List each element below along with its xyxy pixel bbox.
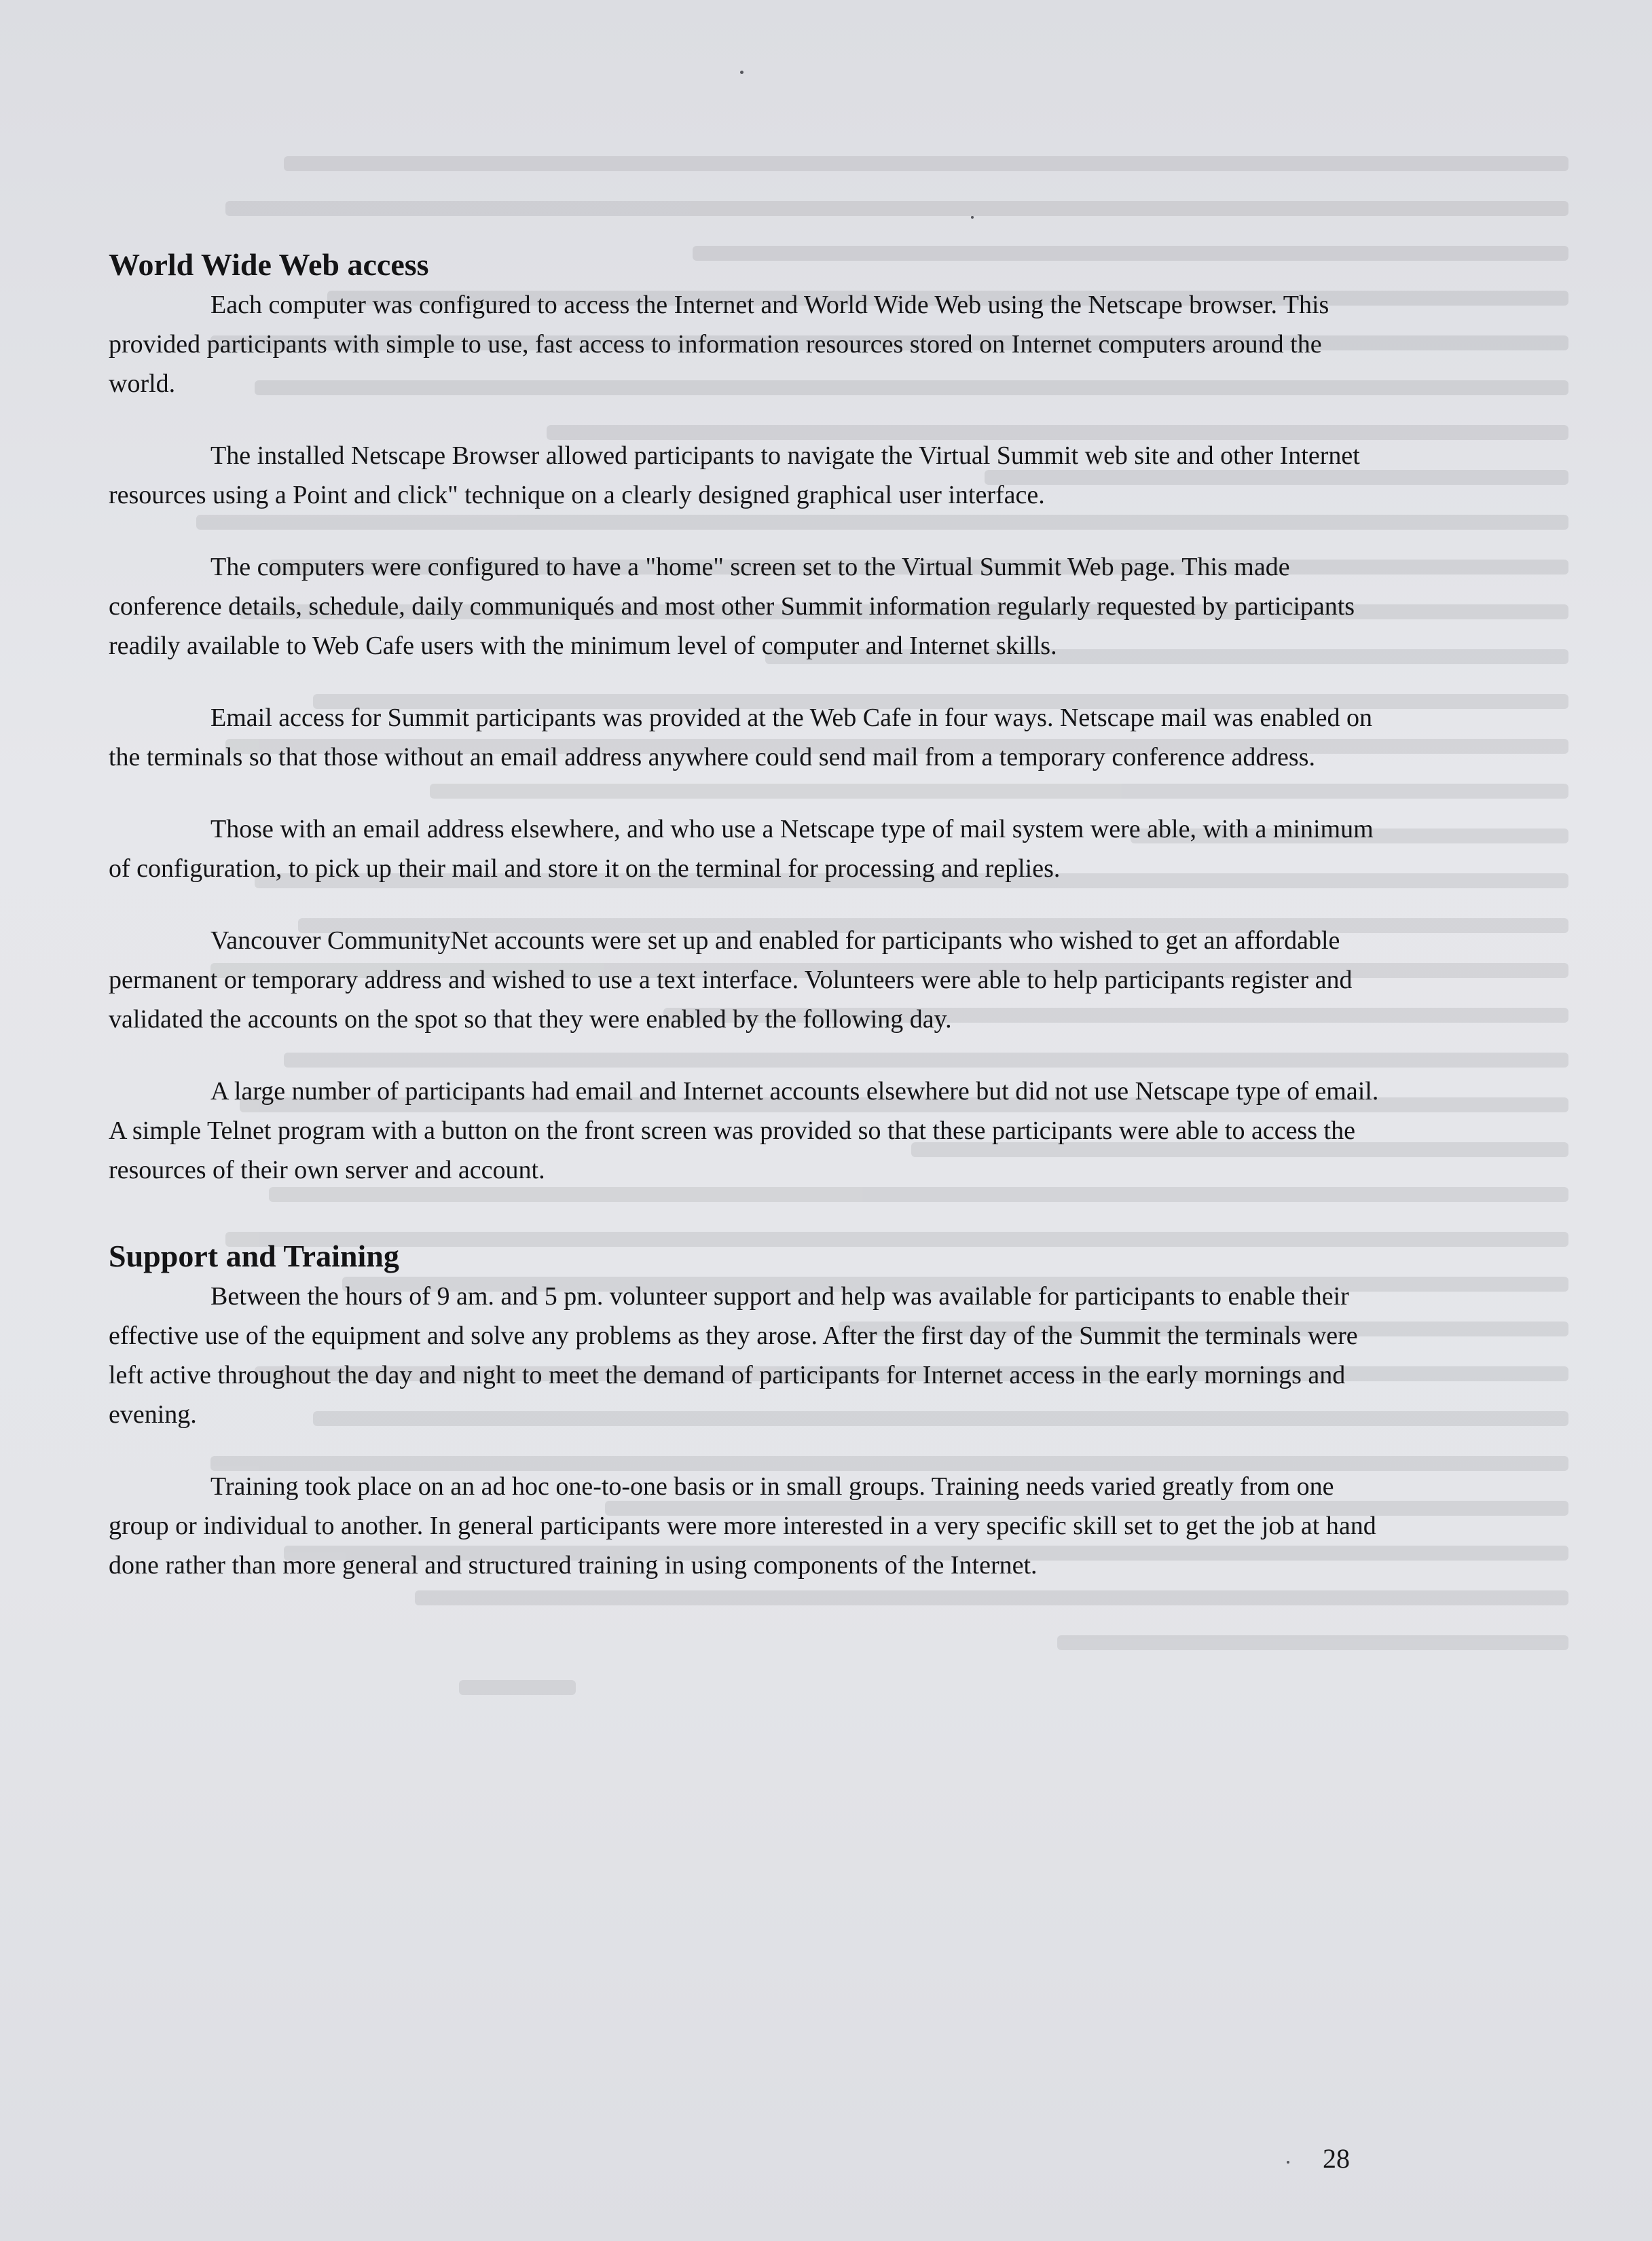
paragraph-telnet-program: A large number of participants had email and Internet accounts elsewhere but did not use Netscape type of email. A simple Telnet program with a button on the front screen was provided so that these participants were able to access the resources of their own server and account.: [109, 1077, 1379, 1184]
paragraph-volunteer-support: Between the hours of 9 am. and 5 pm. volunteer support and help was available for participants to enable their effective use of the equipment and solve any problems as they arose. After the first day of the Summit the terminals were left active throughout the day and night to meet the demand of participants for Internet access in the early mornings and evening.: [109, 1282, 1358, 1429]
paragraph-communitynet-accounts: Vancouver CommunityNet accounts were set up and enabled for participants who wished to get an affordable permanent or temporary address and wished to use a text interface. Volunteers were able to help participants register and validated the accounts on the spot so that they were enabled by the following day.: [109, 926, 1353, 1034]
document-body: [109, 244, 1385, 1585]
page-number: 28: [1323, 2143, 1350, 2174]
paragraph-email-access: Email access for Summit participants was provided at the Web Cafe in four ways. Netscape mail was enabled on the terminals so that those without an email address anywhere could send mail from a temporary conference address.: [109, 704, 1373, 771]
paragraph-netscape-browser-access: Each computer was configured to access the Internet and World Wide Web using the Netscape browser. This provided participants with simple to use, fast access to information resources stored on Internet computers around the world.: [109, 291, 1329, 398]
paper-speck: [971, 216, 974, 219]
section-heading-support-and-training: Support and Training: [109, 1239, 399, 1273]
paragraph-point-and-click-navigation: The installed Netscape Browser allowed participants to navigate the Virtual Summit web site and other Internet resources using a Point and click" technique on a clearly designed graphical user interface.: [109, 441, 1360, 509]
paragraph-external-email-pickup: Those with an email address elsewhere, and who use a Netscape type of mail system were able, with a minimum of configuration, to pick up their mail and store it on the terminal for processing and replies.: [109, 815, 1374, 883]
paper-speck: [1287, 2161, 1289, 2164]
paper-speck: [740, 71, 744, 74]
paragraph-home-screen: The computers were configured to have a "home" screen set to the Virtual Summit Web page. This made conference details, schedule, daily communiqués and most other Summit information regularly requested by participants readily available to Web Cafe users with the minimum level of computer and Internet skills.: [109, 553, 1355, 660]
paragraph-training: Training took place on an ad hoc one-to-one basis or in small groups. Training needs varied greatly from one group or individual to another. In general participants were more interested in a very specific skill set to get the job at hand done rather than more general and structured training in using components of the Internet.: [109, 1472, 1376, 1580]
section-heading-world-wide-web-access: World Wide Web access: [109, 247, 429, 282]
